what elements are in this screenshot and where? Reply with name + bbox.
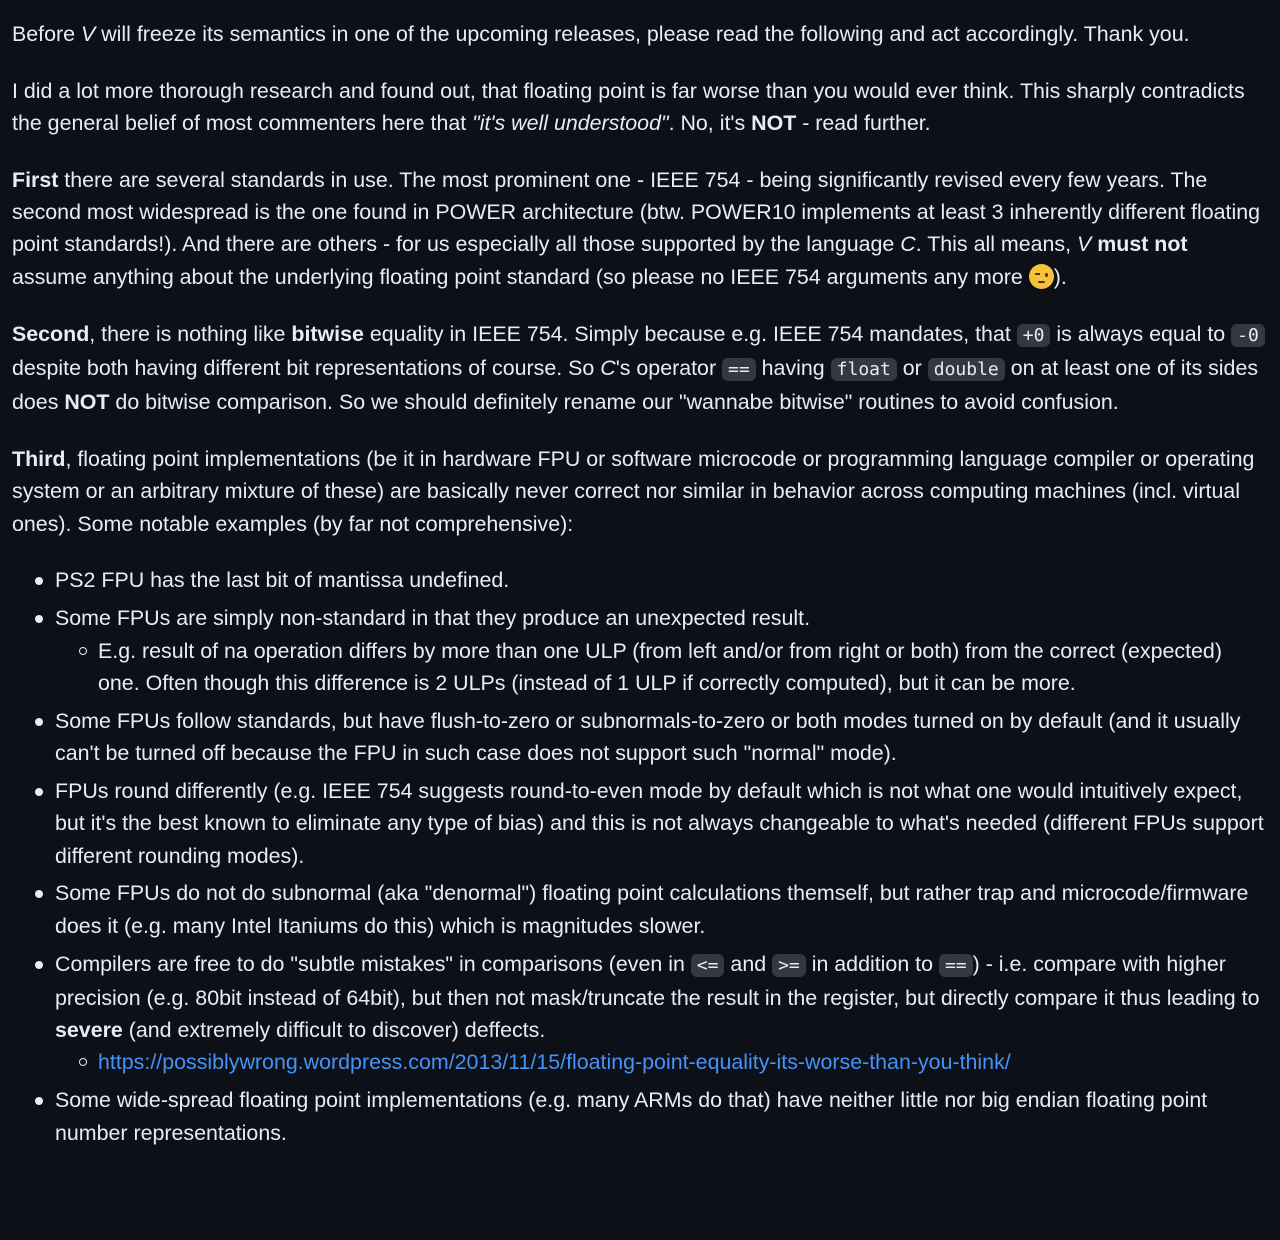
text: Compilers are free to do "subtle mistakes" in comparisons (even in [55,951,691,976]
list-item-text: Some wide-spread floating point implementations (e.g. many ARMs do that) have neither little nor big endian floating point number representations. [55,1088,1208,1145]
text: will freeze its semantics in one of the upcoming releases, please read the following and act accordingly. Thank you. [95,22,1190,46]
text: . No, it's [668,111,752,136]
paragraph-research [12,75,1266,140]
examples-list [12,564,1266,1149]
text: , floating point implementations (be it in hardware FPU or software microcode or programming language compiler or operating system or an arbitrary mixture of these) are basically never correct nor similar in behavior across computing machines (incl. virtual ones). Some notable examples (by far not comprehensive): [12,446,1255,536]
paragraph-third [12,443,1266,540]
list-item-text: FPUs round differently (e.g. IEEE 754 suggests round-to-even mode by default which is not what one would intuitively expect, but it's the best known to eliminate any type of bias) and this is not always changeable to what's needed (different FPUs support different rounding modes). [55,778,1264,868]
list-item [55,1084,1266,1149]
heading-third: Third [12,446,66,471]
inline-code: >= [772,954,806,977]
list-item-text: Some FPUs follow standards, but have flush-to-zero or subnormals-to-zero or both modes turned on by default (and it usually can't be turned off because the FPU in such case does not support such "normal" mode). [55,708,1241,766]
language-name: C [900,232,916,257]
language-name: C [600,355,616,380]
text: on at least one of its sides does [12,355,1259,415]
inline-code: double [928,358,1005,381]
text: - read further. [796,111,931,136]
text: 's operator [615,355,723,380]
language-name: V [1077,232,1092,257]
text: equality in IEEE 754. Simply because e.g. IEEE 754 mandates, that [363,321,1017,346]
text: ) - i.e. compare with higher precision (e.g. 80bit instead of 64bit), but then not mask/truncate the result in the register, but directly compare it thus leading to [55,951,1260,1010]
list-item-text: Some FPUs are simply non-standard in that they produce an unexpected result. [55,606,811,631]
text: is always equal to [1050,321,1232,346]
text: having [755,355,831,380]
text: despite both having different bit representations of course. So [12,355,601,380]
list-item [55,564,1266,596]
list-item [55,602,1266,699]
inline-code: <= [691,954,725,977]
paragraph-intro [12,18,1266,50]
text: or [896,355,928,380]
emphasis-must-not: must not [1091,232,1188,257]
quote: "it's well understood" [472,111,669,136]
text: ). [1053,264,1067,289]
sub-list-item [98,635,1266,700]
reference-link[interactable]: https://possiblywrong.wordpress.com/2013/11/15/floating-point-equality-its-worse-than-you-think/ [98,1050,1011,1075]
list-item [55,877,1266,942]
inline-code: == [939,954,973,977]
text: , there is nothing like [89,321,292,346]
text: there are several standards in use. The most prominent one - IEEE 754 - being significantly revised every few years. The second most widespread is the one found in POWER architecture (btw. POWER10 implements at least 3 inherently different floating point standards!). And there are others - for us especially all those supported by the language [12,167,1261,257]
text: Before [12,22,81,46]
heading-first: First [12,167,59,192]
sub-list [55,1046,1266,1078]
list-item [55,705,1266,770]
inline-code: float [831,358,897,381]
text: (and extremely difficult to discover) deffects. [122,1018,546,1043]
text: do bitwise comparison. So we should definitely rename our "wannabe bitwise" routines to avoid confusion. [109,390,1119,415]
list-item [55,775,1266,872]
emphasis-severe: severe [55,1018,123,1043]
list-item-text: E.g. result of na operation differs by more than one ULP (from left and/or from right or both) from the correct (expected) one. Often though this difference is 2 ULPs (instead of 1 ULP if correctly computed), but it can be more. [98,638,1222,695]
inline-code: +0 [1017,324,1051,347]
paragraph-first [12,164,1266,293]
sub-list-item [98,1046,1266,1078]
paragraph-second [12,318,1266,419]
list-item [55,948,1266,1079]
emphasis-not: NOT [751,111,797,136]
text: in addition to [805,951,939,976]
emphasis-bitwise: bitwise [291,321,364,346]
heading-second: Second [12,321,90,346]
winking-face-icon [1029,264,1054,289]
text: . This all means, [915,232,1078,257]
list-item-text: Some FPUs do not do subnormal (aka "denormal") floating point calculations themself, but rather trap and microcode/firmware does it (e.g. many Intel Itaniums do this) which is magnitudes slower. [55,881,1249,938]
list-item-text: PS2 FPU has the last bit of mantissa undefined. [55,568,510,593]
sub-list [55,635,1266,700]
text: I did a lot more thorough research and found out, that floating point is far worse than you would ever think. This sharply contradicts the general belief of most commenters here that [12,78,1245,136]
text: assume anything about the underlying floating point standard (so please no IEEE 754 arguments any more [12,264,1029,289]
inline-code: == [722,358,756,381]
text: and [724,951,773,976]
inline-code: -0 [1231,324,1265,347]
language-name: V [80,22,96,46]
emphasis-not: NOT [64,390,110,415]
